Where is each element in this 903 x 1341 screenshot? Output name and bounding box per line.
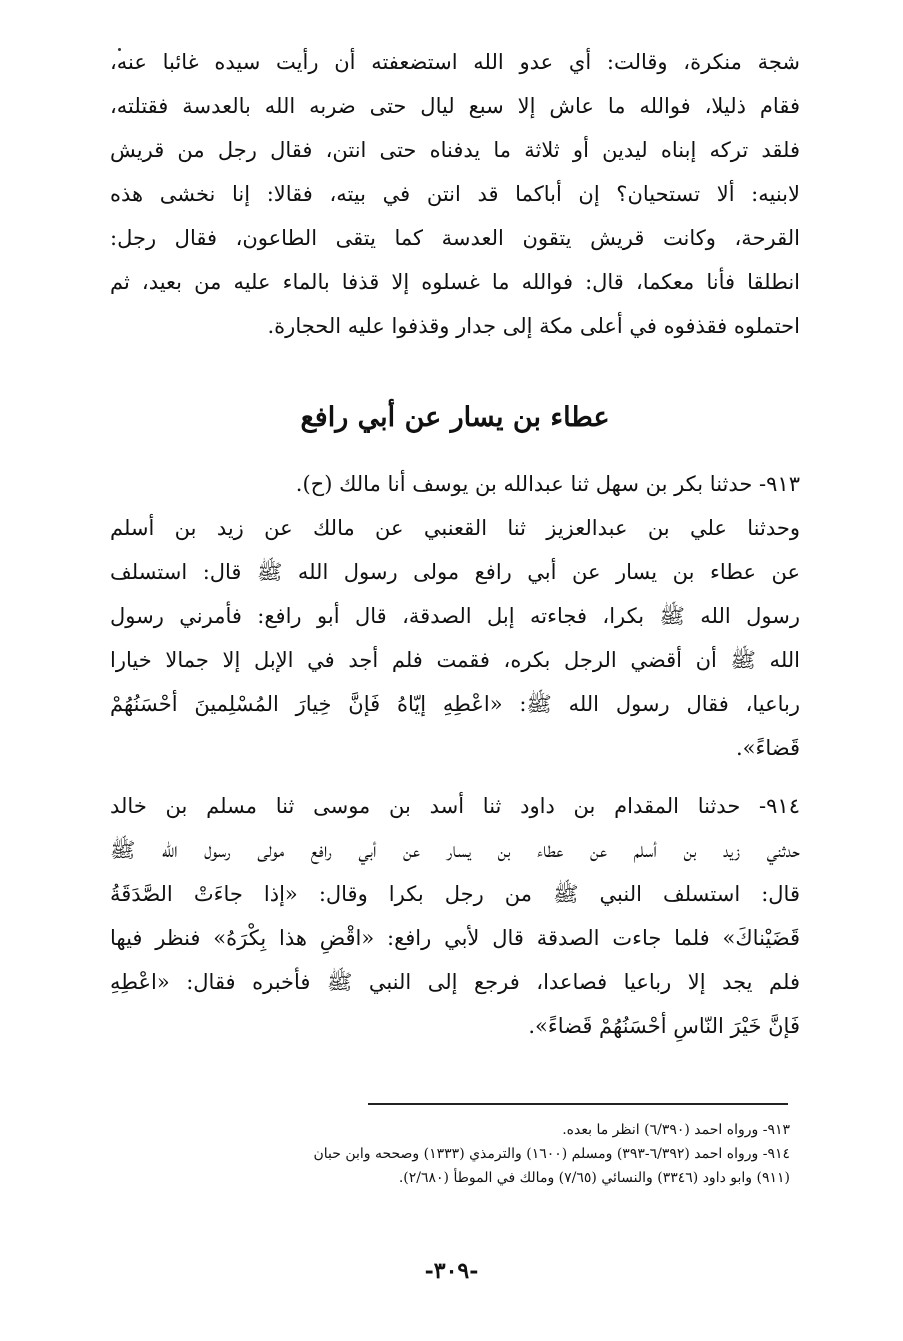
hadith-line: قال: استسلف النبي ﷺ من رجل بكرا وقال: «إذا جاءَتْ الصَّدَقَةُ <box>110 882 800 906</box>
footnote-line: ٩١٣- ورواه احمد (٦/٣٩٠) انظر ما بعده. <box>562 1122 790 1138</box>
hadith-line: قَضاءً». <box>735 736 800 760</box>
hadith-line: وحدثنا علي بن عبدالعزيز ثنا القعنبي عن مالك عن زيد بن أسلم <box>110 516 800 540</box>
footnote-line: ٩١٤- ورواه احمد (٦/٣٩٢-٣٩٣) ومسلم (١٦٠٠) والترمذي (١٣٣٣) وصححه وابن حبان <box>313 1146 790 1162</box>
hadith-line: ٩١٣- حدثنا بكر بن سهل ثنا عبدالله بن يوسف أنا مالك (ح). <box>295 472 800 496</box>
hadith-line: فلم يجد إلا رباعيا فصاعدا، فرجع إلى النبي ﷺ فأخبره فقال: «اعْطِهِ <box>110 970 800 994</box>
intro-line: فقام ذليلا، فوالله ما عاش إلا سبع ليال حتى ضربه الله بالعدسة فقتلته، <box>110 94 800 118</box>
page-number: -٣٠٩- <box>424 1258 479 1284</box>
intro-line: احتملوه فقذفوه في أعلى مكة إلى جدار وقذفوا عليه الحجارة. <box>267 314 800 338</box>
hadith-line: عن عطاء بن يسار عن أبي رافع مولى رسول الله ﷺ قال: استسلف <box>110 560 800 584</box>
intro-line: انطلقا فأنا معكما، قال: فوالله ما غسلوه إلا قذفا بالماء عليه من بعيد، ثم <box>110 270 800 294</box>
hadith-line: حدثني زيد بن أسلم عن عطاء بن يسار عن أبي رافع مولى رسول الله ﷺ <box>110 838 800 862</box>
hadith-line: ٩١٤- حدثنا المقدام بن داود ثنا أسد بن موسى ثنا مسلم بن خالد <box>110 794 800 818</box>
hadith-line: الله ﷺ أن أقضي الرجل بكره، فقمت فلم أجد في الإبل إلا جمالا خيارا <box>110 648 800 672</box>
hadith-line: رباعيا، فقال رسول الله ﷺ: «اعْطِهِ إيّاهُ فَإنَّ خِيارَ المُسْلِمينَ أحْسَنُهُمْ <box>110 692 800 716</box>
intro-line: القرحة، وكانت قريش يتقون العدسة كما يتقى الطاعون، فقال رجل: <box>110 226 800 250</box>
intro-line: فلقد تركه إبناه ليدين أو ثلاثة ما يدفناه حتى انتن، فقال رجل من قريش <box>110 138 800 162</box>
intro-paragraph <box>110 40 800 348</box>
section-heading: عطاء بن يسار عن أبي رافع <box>300 402 610 433</box>
footnote-divider <box>368 1103 788 1105</box>
intro-line: شجة منكرة، وقالت: أي عدو الله استضعفته أن رأيت سيده غائبا عنه، <box>110 50 800 74</box>
hadith-line: رسول الله ﷺ بكرا، فجاءته إبل الصدقة، قال أبو رافع: فأمرني رسول <box>110 604 800 628</box>
hadith-line: قَضَيْناكَ» فلما جاءت الصدقة قال لأبي رافع: «اقْضِ هذا بِكْرَهُ» فنظر فيها <box>110 926 800 950</box>
hadith-913-paragraph <box>110 462 800 770</box>
hadith-914-paragraph <box>110 784 800 1048</box>
hadith-line: فَإنَّ خَيْرَ النّاسِ أحْسَنُهُمْ قَضاءً». <box>528 1014 800 1038</box>
footnote-line: (٩١١) وابو داود (٣٣٤٦) والنسائي (٧/٦٥) ومالك في الموطأ (٢/٦٨٠). <box>398 1170 790 1186</box>
intro-line: لابنيه: ألا تستحيان؟ إن أباكما قد انتن في بيته، فقالا: إنا نخشى هذه <box>110 182 800 206</box>
footnotes <box>100 1118 790 1190</box>
